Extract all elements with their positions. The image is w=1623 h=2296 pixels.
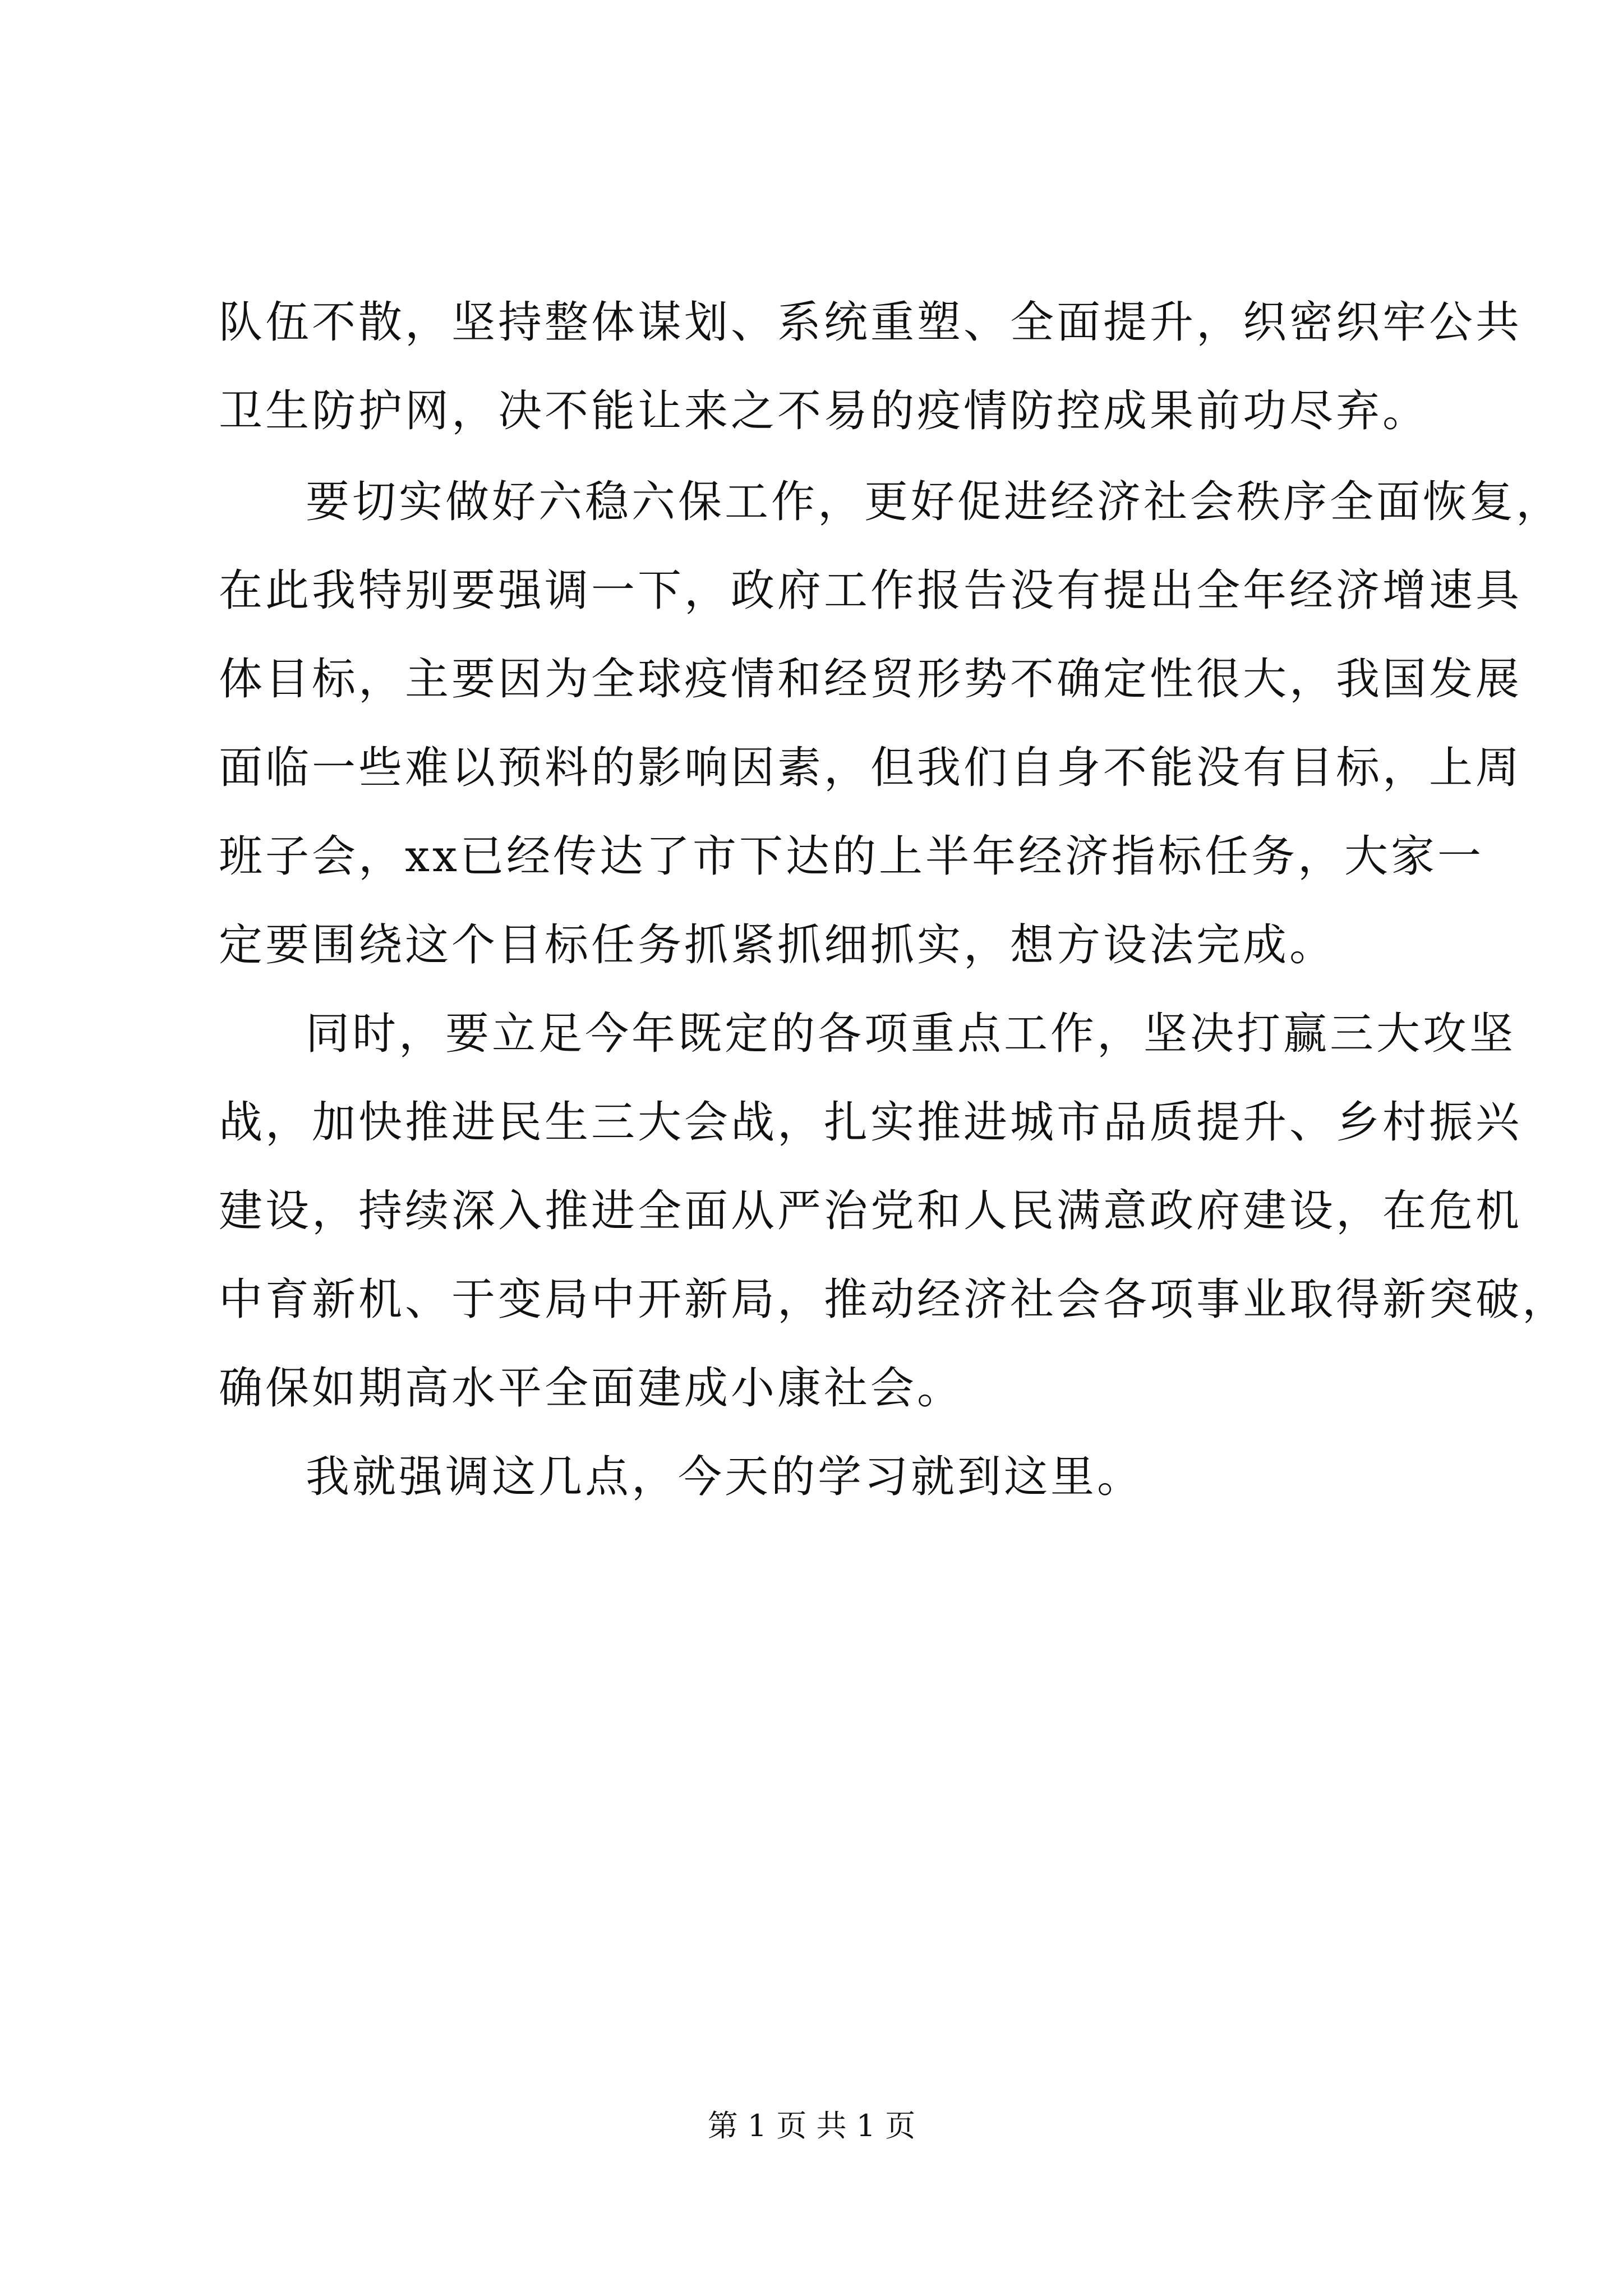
paragraph-2-line-3: 体目标，主要因为全球疫情和经贸形势不确定性很大，我国发展: [219, 654, 1523, 705]
paragraph-2-line-1: 要切实做好六稳六保工作，更好促进经济社会秩序全面恢复，: [306, 477, 1563, 527]
paragraph-2-line-4: 面临一些难以预料的影响因素，但我们自身不能没有目标，上周: [219, 743, 1523, 793]
paragraph-3-line-2: 战，加快推进民生三大会战，扎实推进城市品质提升、乡村振兴: [219, 1097, 1523, 1148]
paragraph-4-line-1: 我就强调这几点，今天的学习就到这里。: [306, 1452, 1144, 1502]
paragraph-1-line-1: 队伍不散，坚持整体谋划、系统重塑、全面提升，织密织牢公共: [219, 297, 1523, 348]
paragraph-3-line-4: 中育新机、于变局中开新局，推动经济社会各项事业取得新突破，: [219, 1274, 1569, 1325]
page-number-footer: 第 1 页 共 1 页: [707, 2108, 916, 2143]
paragraph-2-line-6: 定要围绕这个目标任务抓紧抓细抓实，想方设法完成。: [219, 920, 1336, 970]
paragraph-3-line-5: 确保如期高水平全面建成小康社会。: [219, 1363, 964, 1414]
paragraph-2-line-5: 班子会，xx已经传达了市下达的上半年经济指标任务，大家一: [219, 831, 1484, 882]
paragraph-3-line-3: 建设，持续深入推进全面从严治党和人民满意政府建设，在危机: [219, 1186, 1523, 1236]
paragraph-2-line-2: 在此我特别要强调一下，政府工作报告没有提出全年经济增速具: [219, 565, 1523, 616]
paragraph-3-line-1: 同时，要立足今年既定的各项重点工作，坚决打赢三大攻坚: [306, 1009, 1516, 1059]
paragraph-1-line-2: 卫生防护网，决不能让来之不易的疫情防控成果前功尽弃。: [219, 386, 1430, 436]
